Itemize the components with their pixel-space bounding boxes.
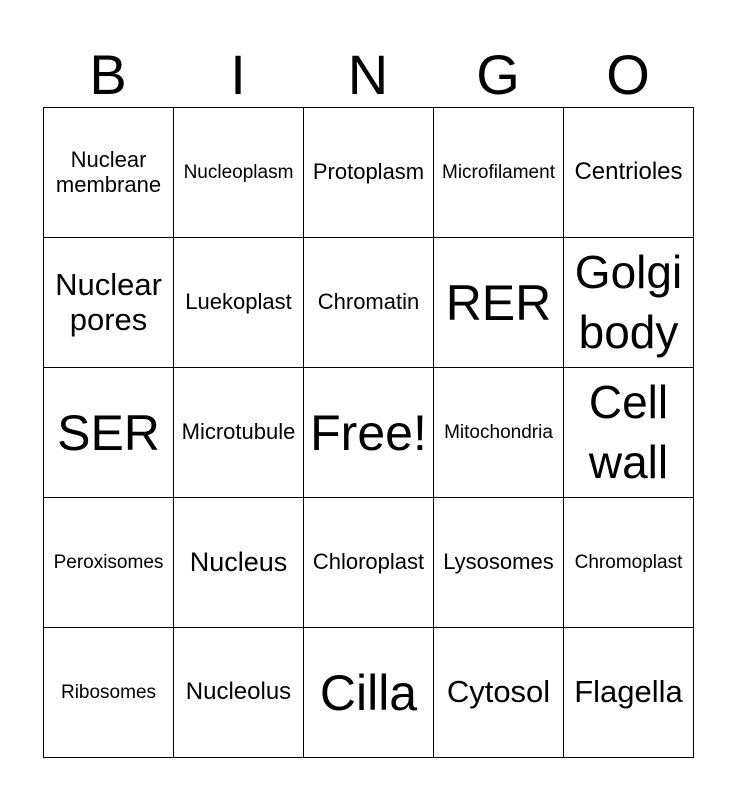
bingo-cell[interactable]: Lysosomes	[434, 498, 564, 628]
bingo-cell[interactable]: Cilla	[304, 628, 434, 758]
bingo-cell[interactable]: Microfilament	[434, 108, 564, 238]
bingo-cell[interactable]: Cell wall	[564, 368, 694, 498]
bingo-header	[43, 44, 693, 106]
bingo-cell[interactable]: Microtubule	[174, 368, 304, 498]
header-letter-i: I	[230, 43, 246, 106]
bingo-cell[interactable]: Centrioles	[564, 108, 694, 238]
bingo-cell[interactable]: Nuclear pores	[44, 238, 174, 368]
header-letter-g: G	[476, 43, 520, 106]
bingo-cell[interactable]: Nucleolus	[174, 628, 304, 758]
header-letter-o: O	[606, 43, 650, 106]
bingo-cell[interactable]: Nucleoplasm	[174, 108, 304, 238]
header-letter-n: N	[347, 43, 389, 106]
bingo-cell[interactable]: Chromoplast	[564, 498, 694, 628]
bingo-cell[interactable]: Nuclear membrane	[44, 108, 174, 238]
bingo-cell[interactable]: Cytosol	[434, 628, 564, 758]
bingo-cell[interactable]: Luekoplast	[174, 238, 304, 368]
bingo-cell[interactable]: Golgi body	[564, 238, 694, 368]
bingo-cell[interactable]: RER	[434, 238, 564, 368]
bingo-cell[interactable]: Mitochondria	[434, 368, 564, 498]
bingo-cell[interactable]: Chloroplast	[304, 498, 434, 628]
bingo-cell[interactable]: Flagella	[564, 628, 694, 758]
bingo-cell[interactable]: SER	[44, 368, 174, 498]
header-letter-b: B	[89, 43, 127, 106]
bingo-cell[interactable]: Chromatin	[304, 238, 434, 368]
bingo-cell[interactable]: Ribosomes	[44, 628, 174, 758]
free-space-cell[interactable]: Free!	[304, 368, 434, 498]
bingo-cell[interactable]: Protoplasm	[304, 108, 434, 238]
bingo-card-grid	[43, 107, 694, 758]
bingo-cell[interactable]: Nucleus	[174, 498, 304, 628]
bingo-cell[interactable]: Peroxisomes	[44, 498, 174, 628]
